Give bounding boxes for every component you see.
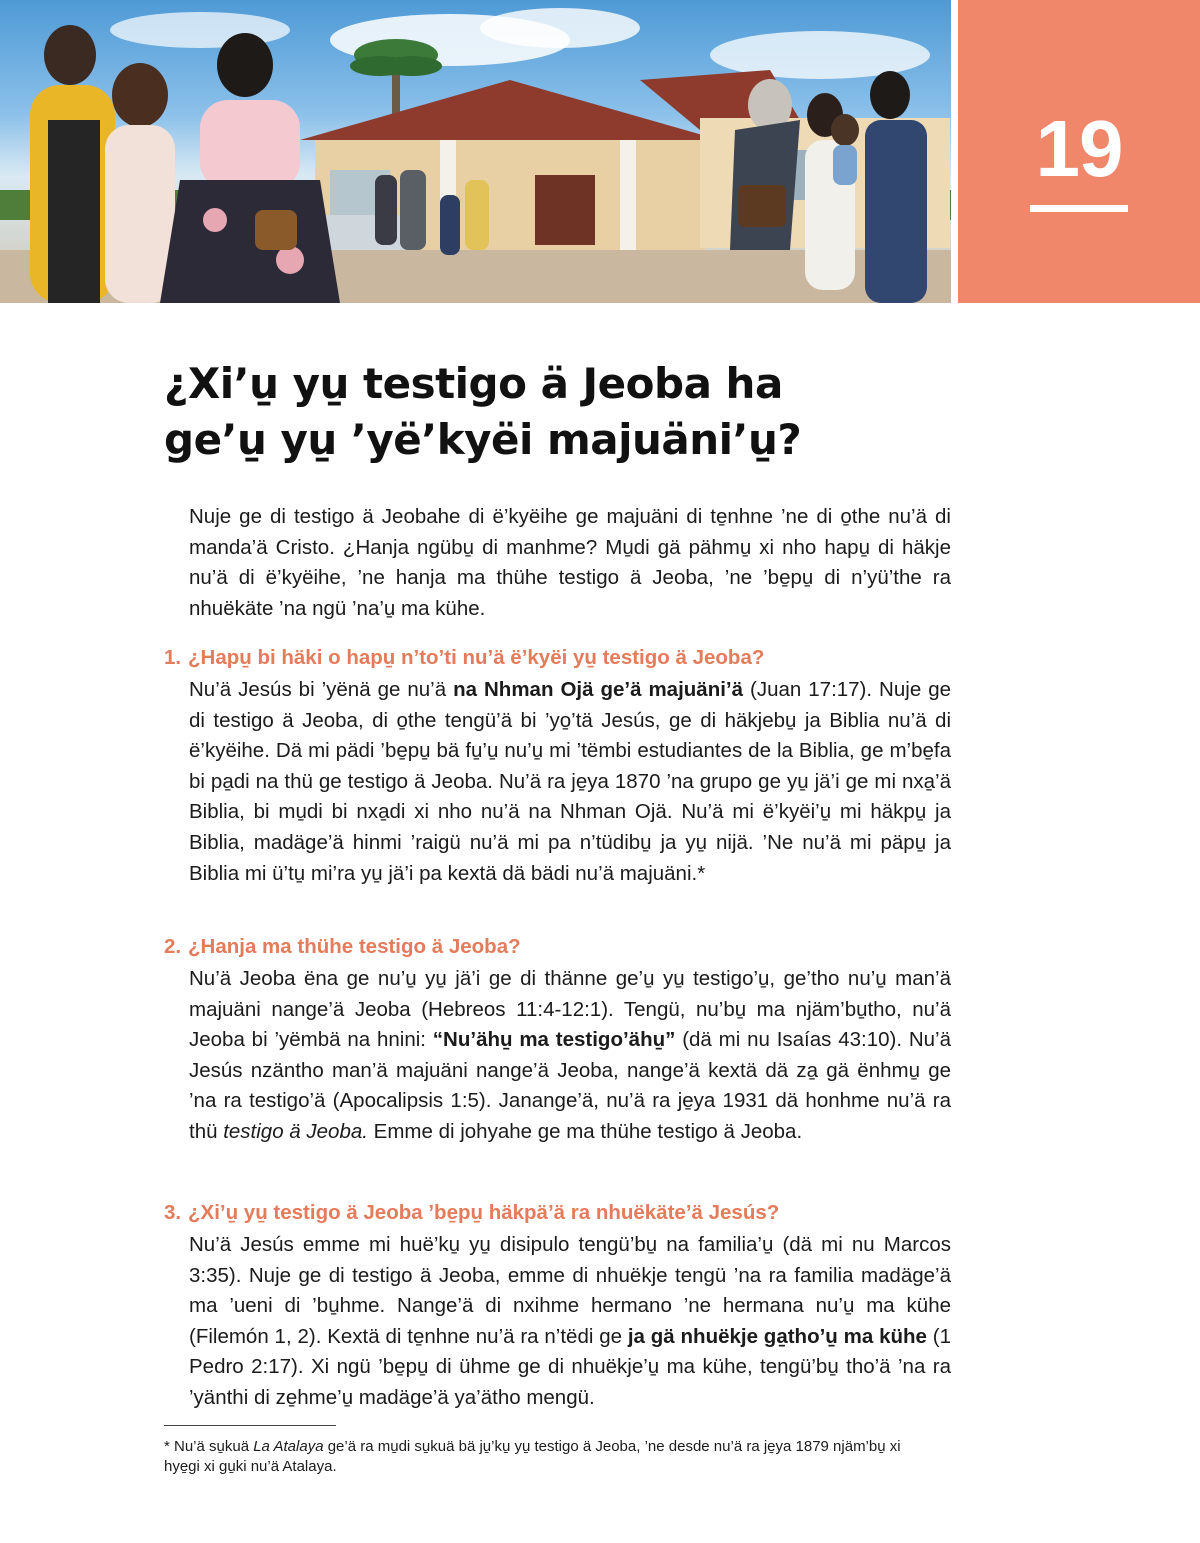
answer-2-emphasis: “Nu’ähu̱ ma testigo’ähu̱” [432, 1028, 676, 1052]
answer-1-text-b: (Juan 17:17). Nuje ge di testigo ä Jeoba, di o̱the tengü’ä bi ’yo̱’tä Jesús, ge di häkjebu̱ ja Biblia nu’ä di ë’kyëihe. Dä mi pädi ’be̱pu̱ bä fu̱’u̱ nu’u̱ mi ’tëmbi estudiantes de la Biblia, ge m’be̱fa bi pa̱di na thü ge testigo ä Jeoba. Nu’ä ra je̱ya 1870 ’na grupo ge yu̱ jä’i ge mi nxa̱’ä Biblia, bi mu̱di bi nxa̱di xi nho nu’ä na Nhman Ojä. Nu’ä mi ë’kyëi’u̱ mi häkpu̱ ja Biblia, madäge’ä hinmi ’raigü nu’ä mi pa n’tüdibu̱ ja yu̱ nijä. ’Ne nu’ä mi päpu̱ ja Biblia mi ü’tu̱ mi’ra yu̱ jä’i pa kextä dä bädi nu’ä majuäni.* [189, 678, 951, 885]
question-3-text: ¿Xi’u̱ yu̱ testigo ä Jeoba ’be̱pu̱ häkpä’ä ra nhuëkäte’ä Jesús? [188, 1201, 780, 1224]
answer-1-text-a: Nu’ä Jesús bi ’yënä ge nu’ä [189, 678, 454, 701]
question-3 [164, 1199, 964, 1227]
answer-3-emphasis: ja gä nhuëkje ga̱tho’u̱ ma kühe [627, 1324, 927, 1348]
answer-3-text-a: Nu’ä Jesús emme mi huë’ku̱ yu̱ disipulo tengü’bu̱ na familia’u̱ (dä mi nu Marcos 3:35). Nuje ge di testigo ä Jeoba, emme di nhuëkje tengü ’na ra familia madäge’ä ma ’ueni di ’bu̱hme. Nange’ä di nxihme hermano ’ne hermana nu’u̱ ma kühe (Filemón 1, 2). Kextä di te̱nhne nu’ä ra n’tëdi ge [189, 1233, 951, 1348]
answer-2-text-c: Emme di johyahe ge ma thühe testigo ä Jeoba. [367, 1119, 803, 1143]
footnote-text-a: * Nu’ä su̱kuä [164, 1438, 254, 1455]
answer-1-paragraph [189, 675, 951, 889]
question-2-text: ¿Hanja ma thühe testigo ä Jeoba? [188, 935, 521, 958]
footnote [164, 1437, 924, 1477]
answer-2-text-a: Nu’ä Jeoba ëna ge nu’u̱ yu̱ jä’i ge di thänne ge’u̱ yu̱ testigo’u̱, ge’tho nu’u̱ man’ä majuäni nange’ä Jeoba (Hebreos 11:4-12:1). Tengü, nu’bu̱ ma njäm’bu̱tho, nu’ä Jeoba bi ’yëmbä na hnini: [189, 967, 951, 1052]
header-photo [0, 0, 951, 303]
answer-2-paragraph [189, 964, 951, 1148]
question-1-number: 1. [164, 646, 182, 669]
answer-3-paragraph [189, 1230, 951, 1414]
footnote-italic: La Atalaya [253, 1438, 324, 1455]
chapter-tab [958, 0, 1200, 303]
footnote-divider [164, 1425, 336, 1426]
question-2-number: 2. [164, 935, 182, 958]
question-3-number: 3. [164, 1201, 182, 1224]
footnote-text-b: ge’ä ra mu̱di su̱kuä bä ju̱’ku̱ yu̱ testigo ä Jeoba, ’ne desde nu’ä ra je̱ya 1879 njäm’bu̱ xi hye̱gi xi gu̱ki nu’ä Atalaya. [164, 1438, 901, 1475]
answer-1-emphasis: na Nhman Ojä ge’ä majuäni’ä [453, 678, 744, 701]
header-photo-illustration [0, 0, 951, 303]
answer-3-text-b: (1 Pedro 2:17). Xi ngü ’be̱pu̱ di ühme ge di nhuëkje’u̱ ma kühe, tengü’bu̱ tho’ä ’na ra ’yänthi di ze̱hme’u̱ madäge’ä ya’ätho mengü. [189, 1324, 952, 1409]
page-title [164, 356, 964, 468]
chapter-divider [1030, 205, 1128, 212]
page-title-line-2: ge’u̱ yu̱ ’yë’kyëi majuäni’u̱? [164, 415, 802, 464]
intro-paragraph: Nuje ge di testigo ä Jeobahe di ë’kyëihe ge majuäni di te̱nhne ’ne di o̱the nu’ä di manda’ä Cristo. ¿Hanja ngübu̱ di manhme? Mu̱di gä pähmu̱ xi nho hapu̱ di häkje nu’ä di ë’kyëihe, ’ne hanja ma thühe testigo ä Jeoba, ’ne ’be̱pu̱ di n’yü’the ra nhuëkäte ’na ngü ’na’u̱ ma kühe. [189, 505, 951, 620]
question-2 [164, 933, 964, 961]
question-1-text: ¿Hapu̱ bi häki o hapu̱ n’to’ti nu’ä ë’kyëi yu̱ testigo ä Jeoba? [188, 646, 765, 669]
chapter-number: 19 [1035, 104, 1123, 193]
page-title-line-1: ¿Xi’u̱ yu̱ testigo ä Jeoba ha [164, 359, 783, 408]
answer-2-italic: testigo ä Jeoba. [223, 1119, 368, 1143]
question-1 [164, 644, 964, 672]
answer-2-text-b: (dä mi nu Isaías 43:10). Nu’ä Jesús nzäntho man’ä majuäni nange’ä Jeoba, nange’ä kextä dä za̱ gä ënhmu̱ ge ’na ra testigo’ä (Apocalipsis 1:5). Janange’ä, nu’ä ra je̱ya 1931 dä honhme nu’ä ra thü [189, 1028, 952, 1143]
